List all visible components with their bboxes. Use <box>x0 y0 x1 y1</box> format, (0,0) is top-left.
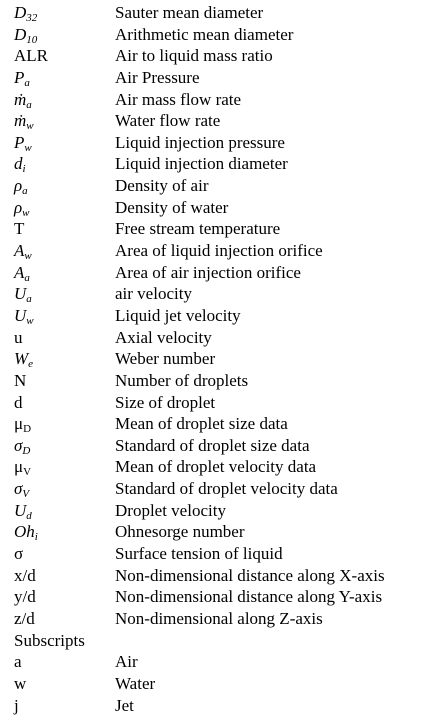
symbol-symbol-subscript: 32 <box>26 12 38 24</box>
symbol-symbol-base: T <box>14 219 25 239</box>
symbol-symbol <box>14 565 36 587</box>
symbol-description: Standard of droplet velocity data <box>115 479 338 499</box>
symbol-symbol-base: ṁ <box>14 89 27 109</box>
symbol-row <box>0 327 424 349</box>
symbol-symbol <box>14 153 26 175</box>
symbol-symbol-subscript: D <box>23 423 32 436</box>
symbol-description: Droplet velocity <box>115 500 226 520</box>
symbol-symbol <box>14 500 32 522</box>
symbol-description: Ohnesorge number <box>115 522 245 542</box>
symbol-row <box>0 24 424 46</box>
symbol-symbol-subscript: w <box>24 141 32 154</box>
symbol-row <box>0 392 424 414</box>
symbol-row <box>0 478 424 500</box>
symbol-description: Non-dimensional distance along Y-axis <box>115 587 383 607</box>
symbol-symbol-base: ρ <box>14 197 23 217</box>
symbol-row <box>0 305 424 327</box>
symbol-row <box>0 608 424 630</box>
symbol-row <box>0 565 424 587</box>
symbol-row <box>0 413 424 435</box>
symbol-symbol <box>14 392 23 414</box>
symbol-symbol <box>14 218 24 240</box>
symbol-symbol <box>14 197 30 219</box>
symbol-symbol-subscript: w <box>26 314 34 327</box>
subscripts-heading: Subscripts <box>14 630 85 650</box>
symbol-description: Number of droplets <box>115 370 249 390</box>
symbol-row <box>0 2 424 24</box>
symbol-symbol <box>14 413 31 435</box>
subscript-symbol <box>14 673 26 695</box>
symbol-symbol <box>14 283 32 305</box>
symbol-symbol <box>14 2 37 24</box>
symbol-row <box>0 45 424 67</box>
symbol-symbol-base: σ <box>14 479 23 499</box>
symbol-row <box>0 435 424 457</box>
subscript-description: Water <box>115 673 156 693</box>
symbol-symbol <box>14 327 23 349</box>
subscripts-heading-row <box>0 630 424 652</box>
symbol-description: Air mass flow rate <box>115 89 242 109</box>
symbol-symbol <box>14 24 37 46</box>
symbol-symbol <box>14 586 36 608</box>
symbol-symbol-subscript: w <box>22 206 30 219</box>
subscript-description: Air <box>115 652 138 672</box>
symbol-symbol-base: Oh <box>14 522 35 542</box>
symbol-description: Size of droplet <box>115 392 216 412</box>
symbol-description: Liquid injection pressure <box>115 132 285 152</box>
symbol-symbol-base: D <box>14 3 27 22</box>
subscript-symbol <box>14 695 19 717</box>
symbol-row <box>0 348 424 370</box>
symbol-row <box>0 262 424 284</box>
symbol-description: Air to liquid mass ratio <box>115 46 273 66</box>
symbol-rows <box>0 2 424 630</box>
symbol-description: Mean of droplet velocity data <box>115 457 317 477</box>
symbol-symbol-subscript: d <box>26 509 32 522</box>
symbol-symbol <box>14 110 34 132</box>
symbol-symbol <box>14 435 30 457</box>
symbol-description: Sauter mean diameter <box>115 3 264 22</box>
symbol-symbol-subscript: w <box>24 250 32 263</box>
symbol-row <box>0 218 424 240</box>
symbol-symbol-subscript: a <box>24 76 30 89</box>
symbol-symbol <box>14 67 30 89</box>
symbol-description: Area of liquid injection orifice <box>115 241 323 261</box>
symbol-symbol-base: u <box>14 327 23 347</box>
symbol-symbol-base: N <box>14 370 27 390</box>
symbol-symbol <box>14 521 38 543</box>
symbol-symbol <box>14 370 26 392</box>
symbol-symbol <box>14 543 23 565</box>
symbol-symbol-base: P <box>14 67 25 87</box>
symbol-symbol-base: d <box>14 392 23 412</box>
symbol-symbol-base: x/d <box>14 565 36 585</box>
subscript-description: Jet <box>115 695 134 715</box>
symbol-symbol-base: D <box>14 24 27 44</box>
symbol-symbol-subscript: i <box>34 531 38 544</box>
symbol-symbol <box>14 175 28 197</box>
symbol-row <box>0 456 424 478</box>
subscript-symbol-base: j <box>14 695 19 715</box>
symbol-symbol-subscript: a <box>26 293 32 306</box>
symbol-description: air velocity <box>115 284 192 304</box>
subscript-row <box>0 673 424 695</box>
symbol-symbol <box>14 45 48 67</box>
symbol-row <box>0 521 424 543</box>
symbol-row <box>0 175 424 197</box>
symbol-symbol <box>14 608 35 630</box>
symbol-row <box>0 500 424 522</box>
subscript-symbol <box>14 651 22 673</box>
symbol-symbol <box>14 478 29 500</box>
symbol-symbol-base: A <box>14 241 25 261</box>
symbol-symbol-subscript: 10 <box>26 33 38 46</box>
symbol-symbol-subscript: a <box>22 185 28 198</box>
symbol-description: Density of water <box>115 197 229 217</box>
symbol-symbol-base: U <box>14 500 27 520</box>
symbol-description: Standard of droplet size data <box>115 435 310 455</box>
symbol-symbol-base: μ <box>14 457 24 477</box>
symbol-symbol-base: d <box>14 154 23 174</box>
symbol-symbol-subscript: w <box>26 120 34 133</box>
symbol-symbol-base: y/d <box>14 587 36 607</box>
subscript-row <box>0 651 424 673</box>
subscript-symbol-base: w <box>14 673 27 693</box>
symbol-symbol-subscript: a <box>26 98 32 111</box>
symbol-symbol-base: σ <box>14 544 24 564</box>
symbol-symbol <box>14 89 32 111</box>
symbol-description: Density of air <box>115 176 209 196</box>
symbol-description: Axial velocity <box>115 327 212 347</box>
symbol-symbol-subscript: a <box>24 271 30 284</box>
symbol-description: Non-dimensional distance along X-axis <box>115 565 385 585</box>
symbol-symbol <box>14 262 30 284</box>
symbol-symbol <box>14 456 31 478</box>
symbol-row <box>0 370 424 392</box>
symbol-description: Air Pressure <box>115 67 200 87</box>
symbol-row <box>0 543 424 565</box>
symbol-row <box>0 197 424 219</box>
symbol-description: Weber number <box>115 349 216 369</box>
symbol-description: Free stream temperature <box>115 219 281 239</box>
symbol-symbol-base: ALR <box>14 46 48 66</box>
symbol-symbol-base: σ <box>14 435 23 455</box>
symbol-symbol-base: ṁ <box>14 111 27 131</box>
symbol-description: Liquid jet velocity <box>115 305 241 325</box>
symbol-row <box>0 240 424 262</box>
symbol-symbol-base: z/d <box>14 608 35 628</box>
symbol-symbol <box>14 240 32 262</box>
symbol-description: Liquid injection diameter <box>115 154 288 174</box>
subscript-row <box>0 695 424 717</box>
symbol-row <box>0 153 424 175</box>
subscript-rows <box>0 651 424 716</box>
symbol-symbol <box>14 348 33 370</box>
subscript-symbol-base: a <box>14 652 22 672</box>
symbol-row <box>0 283 424 305</box>
symbol-description: Mean of droplet size data <box>115 414 288 434</box>
symbol-symbol-subscript: V <box>22 488 30 501</box>
symbol-symbol-base: ρ <box>14 176 23 196</box>
symbol-symbol <box>14 132 32 154</box>
symbol-description: Water flow rate <box>115 111 221 131</box>
symbol-symbol-base: U <box>14 284 27 304</box>
symbol-row <box>0 67 424 89</box>
symbol-symbol-base: W <box>14 349 29 369</box>
symbol-symbol-base: μ <box>14 414 24 434</box>
symbol-symbol-subscript: V <box>23 466 32 479</box>
symbol-symbol-base: P <box>14 132 25 152</box>
symbol-symbol-subscript: i <box>22 163 26 176</box>
symbol-row <box>0 110 424 132</box>
symbol-description: Area of air injection orifice <box>115 262 301 282</box>
symbol-symbol-base: U <box>14 305 27 325</box>
symbol-symbol <box>14 305 34 327</box>
symbol-symbol-subscript: D <box>22 444 31 457</box>
symbol-row <box>0 586 424 608</box>
symbol-row <box>0 89 424 111</box>
symbol-description: Surface tension of liquid <box>115 544 283 564</box>
symbol-description: Arithmetic mean diameter <box>115 24 294 44</box>
symbol-row <box>0 132 424 154</box>
symbol-description: Non-dimensional along Z-axis <box>115 608 323 628</box>
symbol-symbol-subscript: e <box>28 358 34 371</box>
symbol-symbol-base: A <box>14 262 25 282</box>
